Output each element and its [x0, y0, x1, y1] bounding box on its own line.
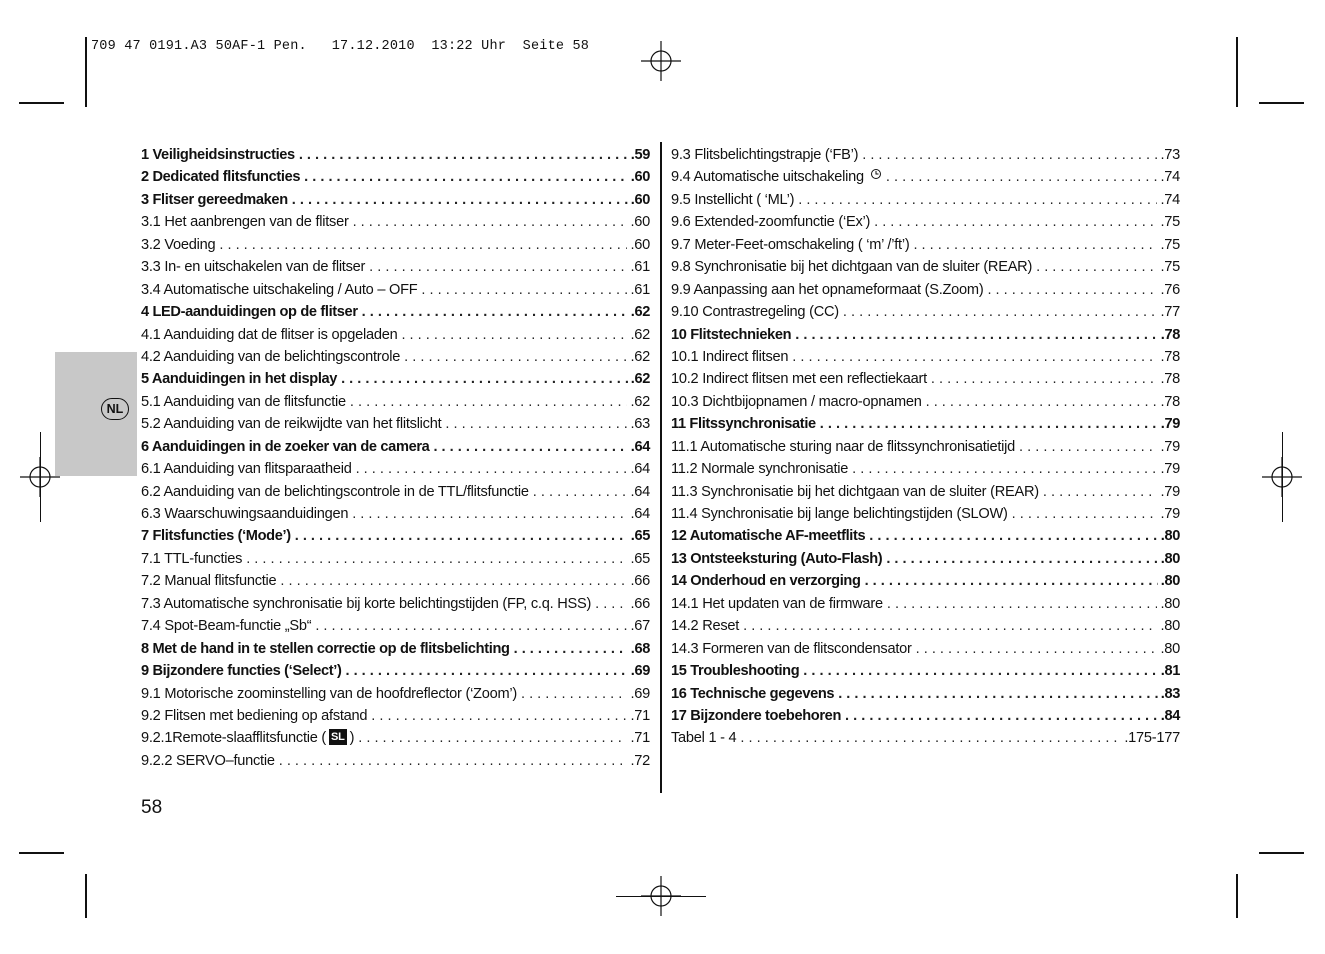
toc-entry-page: .63: [630, 416, 650, 433]
toc-dot-leader: [404, 346, 627, 368]
toc-entry-page: .69: [630, 663, 650, 680]
toc-entry: [671, 525, 1180, 547]
registration-line-bottom: [616, 896, 706, 897]
toc-dot-leader: [350, 391, 628, 413]
auto-off-icon: [870, 168, 882, 180]
toc-entry-page: .80: [1160, 573, 1180, 590]
toc-dot-leader: [792, 346, 1157, 368]
toc-entry: [141, 211, 650, 233]
toc-entry: [141, 144, 650, 166]
toc-entry-title: 11.4 Synchronisatie bij lange belichtingstijden (SLOW): [671, 506, 1008, 522]
toc-entry: [141, 413, 650, 435]
toc-dot-leader: [304, 166, 628, 188]
toc-entry-page: .72: [630, 752, 650, 769]
toc-dot-leader: [369, 256, 627, 278]
toc-dot-leader: [445, 413, 627, 435]
toc-entry-title: 9.4 Automatische uitschakeling: [671, 166, 882, 188]
toc-dot-leader: [358, 727, 627, 749]
toc-dot-leader: [886, 166, 1158, 188]
toc-dot-leader: [356, 458, 628, 480]
toc-entry-page: .62: [630, 371, 650, 388]
toc-entry: [141, 593, 650, 615]
toc-entry: [671, 301, 1180, 323]
toc-entry-title: 15 Troubleshooting: [671, 663, 800, 680]
toc-entry-page: .79: [1160, 461, 1180, 478]
toc-entry-page: .78: [1160, 348, 1180, 365]
registration-line-right: [1282, 432, 1283, 522]
toc-entry-page: .79: [1160, 483, 1180, 500]
toc-dot-leader: [798, 189, 1157, 211]
toc-entry: [671, 638, 1180, 660]
toc-entry-title: 9.2.2 SERVO–functie: [141, 752, 275, 769]
toc-entry-title: 11.1 Automatische sturing naar de flitssynchronisatietijd: [671, 438, 1016, 455]
toc-entry: [141, 705, 650, 727]
toc-entry-title: 5.1 Aanduiding van de flitsfunctie: [141, 393, 346, 410]
toc-entry-title: 5 Aanduidingen in het display: [141, 371, 338, 388]
toc-entry-title: 6.3 Waarschuwingsaanduidingen: [141, 506, 349, 522]
toc-entry-page: .61: [630, 281, 650, 298]
toc-dot-leader: [795, 324, 1158, 346]
toc-dot-leader: [865, 570, 1158, 592]
registration-line-left: [40, 432, 41, 522]
toc-entry-page: .62: [630, 393, 650, 410]
toc-entry: [671, 189, 1180, 211]
toc-entry: [671, 705, 1180, 727]
toc-dot-leader: [887, 593, 1158, 615]
toc-entry-title: 9.7 Meter-Feet-omschakeling ( ‘m’ /’ft’): [671, 236, 910, 253]
toc-entry-title: 7.2 Manual flitsfunctie: [141, 573, 277, 590]
toc-dot-leader: [371, 705, 627, 727]
toc-dot-leader: [279, 750, 628, 772]
toc-entry-page: .75: [1160, 214, 1180, 231]
toc-dot-leader: [931, 368, 1158, 390]
toc-entry: [671, 324, 1180, 346]
toc-entry-page: .71: [630, 707, 650, 724]
toc-entry-page: .83: [1160, 685, 1180, 702]
toc-dot-leader: [874, 211, 1157, 233]
toc-entry-title: 9.2.1Remote-slaafflitsfunctie ( SL ): [141, 730, 355, 747]
toc-entry: [141, 525, 650, 547]
toc-entry: [671, 481, 1180, 503]
toc-dot-leader: [401, 324, 627, 346]
toc-entry: [141, 660, 650, 682]
toc-entry: [141, 189, 650, 211]
toc-entry: [141, 368, 650, 390]
toc-entry: [671, 211, 1180, 233]
toc-entry-title: 14.1 Het updaten van de firmware: [671, 595, 883, 612]
toc-entry-title: 14 Onderhoud en verzorging: [671, 573, 861, 590]
toc-dot-leader: [987, 279, 1157, 301]
toc-dot-leader: [740, 727, 1121, 749]
toc-entry-page: .78: [1160, 393, 1180, 410]
toc-entry-page: .80: [1160, 550, 1180, 567]
toc-entry-page: .80: [1160, 618, 1180, 635]
toc-entry-title: 4.2 Aanduiding van de belichtingscontrole: [141, 348, 401, 365]
toc-dot-leader: [838, 683, 1158, 705]
toc-entry-title: 11.3 Synchronisatie bij het dichtgaan van de sluiter (REAR): [671, 483, 1039, 500]
toc-dot-leader: [362, 301, 628, 323]
toc-entry-title: 14.2 Reset: [671, 618, 740, 635]
toc-entry: [671, 660, 1180, 682]
toc-dot-leader: [280, 570, 627, 592]
crop-mark-top-right-horizontal: [1259, 102, 1304, 104]
toc-entry-page: .60: [630, 169, 650, 186]
toc-entry-title: 2 Dedicated flitsfuncties: [141, 169, 301, 186]
toc-dot-leader: [1012, 503, 1158, 525]
toc-dot-leader: [916, 638, 1158, 660]
toc-entry: [141, 301, 650, 323]
toc-entry: [671, 144, 1180, 166]
crop-mark-top-right-vertical: [1236, 37, 1238, 107]
toc-entry: [671, 368, 1180, 390]
toc-dot-leader: [295, 525, 628, 547]
toc-dot-leader: [820, 413, 1158, 435]
toc-entry-page: .78: [1160, 371, 1180, 388]
crop-mark-bottom-left-horizontal: [19, 852, 64, 854]
page-number: 58: [141, 797, 163, 818]
toc-entry: [671, 413, 1180, 435]
toc-entry: [141, 324, 650, 346]
toc-entry-page: .78: [1160, 326, 1180, 343]
toc-entry-title: 6.1 Aanduiding van flitsparaatheid: [141, 461, 352, 478]
toc-entry-title: 9.5 Instellicht ( ‘ML’): [671, 191, 795, 208]
toc-entry-page: .65: [630, 550, 650, 567]
toc-entry: [141, 548, 650, 570]
toc-entry-title: 9.8 Synchronisatie bij het dichtgaan van de sluiter (REAR): [671, 259, 1033, 276]
toc-entry: [141, 683, 650, 705]
toc-entry-title: 12 Automatische AF-meetflits: [671, 528, 866, 545]
crop-mark-bottom-right-horizontal: [1259, 852, 1304, 854]
toc-entry-page: .75: [1160, 236, 1180, 253]
toc-entry-page: .62: [630, 348, 650, 365]
toc-entry: [141, 436, 650, 458]
toc-dot-leader: [862, 144, 1157, 166]
toc-entry-title: 10.1 Indirect flitsen: [671, 348, 789, 365]
toc-entry: [141, 570, 650, 592]
toc-entry: [141, 503, 650, 525]
toc-entry-title: 14.3 Formeren van de flitscondensator: [671, 640, 912, 657]
toc-entry-page: .64: [630, 438, 650, 455]
toc-entry-page: .64: [630, 461, 650, 478]
toc-entry-title: 9 Bijzondere functies (‘Select’): [141, 663, 342, 680]
toc-entry: [671, 391, 1180, 413]
toc-dot-leader: [1043, 481, 1158, 503]
toc-entry-page: .81: [1160, 663, 1180, 680]
toc-entry-page: .60: [630, 236, 650, 253]
toc-entry-title: 7.4 Spot-Beam-functie „Sb“: [141, 618, 312, 635]
toc-dot-leader: [852, 458, 1157, 480]
toc-entry-title: 16 Technische gegevens: [671, 685, 835, 702]
toc-entry: [141, 346, 650, 368]
toc-entry-title: 10 Flitstechnieken: [671, 326, 792, 343]
toc-entry-page: .64: [630, 483, 650, 500]
toc-entry-title: 9.9 Aanpassing aan het opnameformaat (S.Zoom): [671, 281, 984, 298]
toc-entry-page: .66: [630, 595, 650, 612]
toc-entry-page: .62: [630, 326, 650, 343]
toc-entry: [671, 166, 1180, 188]
toc-dot-leader: [315, 615, 627, 637]
toc-entry-page: .73: [1160, 147, 1180, 163]
toc-dot-leader: [421, 279, 627, 301]
toc-dot-leader: [533, 481, 628, 503]
toc-dot-leader: [595, 593, 627, 615]
toc-dot-leader: [1036, 256, 1157, 278]
toc-dot-leader: [514, 638, 628, 660]
toc-entry-page: .60: [630, 214, 650, 231]
toc-entry: [671, 234, 1180, 256]
toc-dot-leader: [352, 503, 627, 525]
toc-dot-leader: [292, 189, 628, 211]
crop-mark-top-left-vertical: [85, 37, 87, 107]
toc-entry-title: 10.2 Indirect flitsen met een reflectiekaart: [671, 371, 927, 388]
toc-entry-title: 9.3 Flitsbelichtingstrapje (‘FB’): [671, 147, 859, 163]
toc-entry-title: 3.3 In- en uitschakelen van de flitser: [141, 259, 366, 276]
toc-entry-page: .74: [1160, 169, 1180, 186]
toc-entry-title: 3 Flitser gereedmaken: [141, 191, 288, 208]
toc-entry-page: .62: [630, 304, 650, 321]
toc-entry-page: .80: [1160, 640, 1180, 657]
toc-entry-title: 11.2 Normale synchronisatie: [671, 461, 849, 478]
toc-entry: [141, 234, 650, 256]
toc-entry: [141, 391, 650, 413]
toc-entry-page: .61: [630, 259, 650, 276]
registration-mark-top-icon: [641, 41, 681, 81]
toc-dot-leader: [433, 436, 627, 458]
toc-entry: [671, 503, 1180, 525]
toc-entry-title: 9.10 Contrastregeling (CC): [671, 304, 839, 321]
toc-dot-leader: [246, 548, 627, 570]
toc-entry-page: .74: [1160, 191, 1180, 208]
toc-entry: [141, 458, 650, 480]
toc-dot-leader: [345, 660, 627, 682]
toc-entry-title: 10.3 Dichtbijopnamen / macro-opnamen: [671, 393, 922, 410]
toc-entry: [671, 346, 1180, 368]
toc-entry-page: .71: [630, 730, 650, 747]
toc-entry: [141, 166, 650, 188]
toc-entry-title: 7 Flitsfuncties (‘Mode’): [141, 528, 291, 545]
column-divider: [660, 142, 662, 793]
toc-entry-page: .77: [1160, 304, 1180, 321]
toc-entry: [671, 727, 1180, 749]
toc-entry-title: 3.4 Automatische uitschakeling / Auto – OFF: [141, 281, 418, 298]
toc-entry-title: 3.2 Voeding: [141, 236, 216, 253]
toc-dot-leader: [743, 615, 1157, 637]
toc-entry: [141, 727, 650, 749]
toc-entry-title: 7.3 Automatische synchronisatie bij korte belichtingstijden (FP, c.q. HSS): [141, 595, 592, 612]
toc-entry-page: .79: [1160, 416, 1180, 433]
toc-right-column: [671, 144, 1180, 750]
toc-entry-title: 8 Met de hand in te stellen correctie op de flitsbelichting: [141, 640, 510, 657]
toc-entry: [141, 750, 650, 772]
toc-entry: [671, 256, 1180, 278]
toc-entry-page: .68: [630, 640, 650, 657]
toc-entry-page: .79: [1160, 506, 1180, 522]
toc-dot-leader: [521, 683, 627, 705]
toc-dot-leader: [843, 301, 1158, 323]
toc-entry-title: 5.2 Aanduiding van de reikwijdte van het flitslicht: [141, 416, 442, 433]
crop-mark-bottom-left-vertical: [85, 874, 87, 918]
toc-dot-leader: [845, 705, 1158, 727]
crop-mark-top-left-horizontal: [19, 102, 64, 104]
toc-entry-title: 7.1 TTL-functies: [141, 550, 243, 567]
toc-entry-title: 1 Veiligheidsinstructies: [141, 147, 295, 163]
toc-entry-title: 4.1 Aanduiding dat de flitser is opgeladen: [141, 326, 398, 343]
toc-dot-leader: [1019, 436, 1157, 458]
toc-entry-page: .80: [1160, 595, 1180, 612]
toc-entry-page: .67: [630, 618, 650, 635]
toc-entry: [671, 279, 1180, 301]
toc-entry-title: 3.1 Het aanbrengen van de flitser: [141, 214, 349, 231]
toc-dot-leader: [886, 548, 1157, 570]
toc-entry: [141, 481, 650, 503]
toc-entry-page: .65: [630, 528, 650, 545]
toc-dot-leader: [341, 368, 628, 390]
toc-entry: [671, 548, 1180, 570]
toc-entry-page: .75: [1160, 259, 1180, 276]
toc-entry-page: .79: [1160, 438, 1180, 455]
toc-entry: [671, 593, 1180, 615]
toc-dot-leader: [353, 211, 628, 233]
toc-entry-title: 4 LED-aanduidingen op de flitser: [141, 304, 358, 321]
toc-entry: [671, 436, 1180, 458]
crop-mark-bottom-right-vertical: [1236, 874, 1238, 918]
toc-entry-title: 17 Bijzondere toebehoren: [671, 707, 842, 724]
toc-entry: [141, 615, 650, 637]
toc-entry-title: 6 Aanduidingen in de zoeker van de camera: [141, 438, 430, 455]
toc-dot-leader: [869, 525, 1157, 547]
toc-left-column: [141, 144, 650, 772]
toc-entry-page: .59: [630, 147, 650, 163]
toc-entry-page: .69: [630, 685, 650, 702]
toc-entry-page: .76: [1160, 281, 1180, 298]
toc-dot-leader: [926, 391, 1158, 413]
toc-entry-title: 13 Ontsteeksturing (Auto-Flash): [671, 550, 883, 567]
toc-entry-title: 9.1 Motorische zoominstelling van de hoofdreflector (‘Zoom’): [141, 685, 517, 702]
toc-entry-title: 9.2 Flitsen met bediening op afstand: [141, 707, 368, 724]
toc-entry-page: .175-177: [1124, 730, 1180, 747]
toc-entry-title: Tabel 1 - 4: [671, 730, 737, 747]
toc-entry: [141, 256, 650, 278]
toc-entry: [141, 279, 650, 301]
toc-dot-leader: [299, 144, 628, 166]
toc-dot-leader: [913, 234, 1157, 256]
toc-entry-page: .80: [1160, 528, 1180, 545]
language-badge: NL: [101, 398, 129, 420]
toc-entry: [671, 615, 1180, 637]
toc-entry-page: .84: [1160, 707, 1180, 724]
toc-entry-page: .60: [630, 191, 650, 208]
toc-dot-leader: [219, 234, 627, 256]
toc-entry-title: 11 Flitssynchronisatie: [671, 416, 816, 433]
print-slug-header: 709 47 0191.A3 50AF-1 Pen. 17.12.2010 13:22 Uhr Seite 58: [91, 39, 590, 54]
toc-entry-title: 9.6 Extended-zoomfunctie (‘Ex’): [671, 214, 871, 231]
toc-entry: [671, 683, 1180, 705]
toc-dot-leader: [803, 660, 1157, 682]
toc-entry-title: 6.2 Aanduiding van de belichtingscontrole in de TTL/flitsfunctie: [141, 483, 529, 500]
toc-entry: [671, 570, 1180, 592]
toc-entry: [141, 638, 650, 660]
toc-entry: [671, 458, 1180, 480]
toc-entry-page: .64: [630, 506, 650, 522]
sl-slave-icon: SL: [331, 731, 345, 744]
toc-entry-page: .66: [630, 573, 650, 590]
